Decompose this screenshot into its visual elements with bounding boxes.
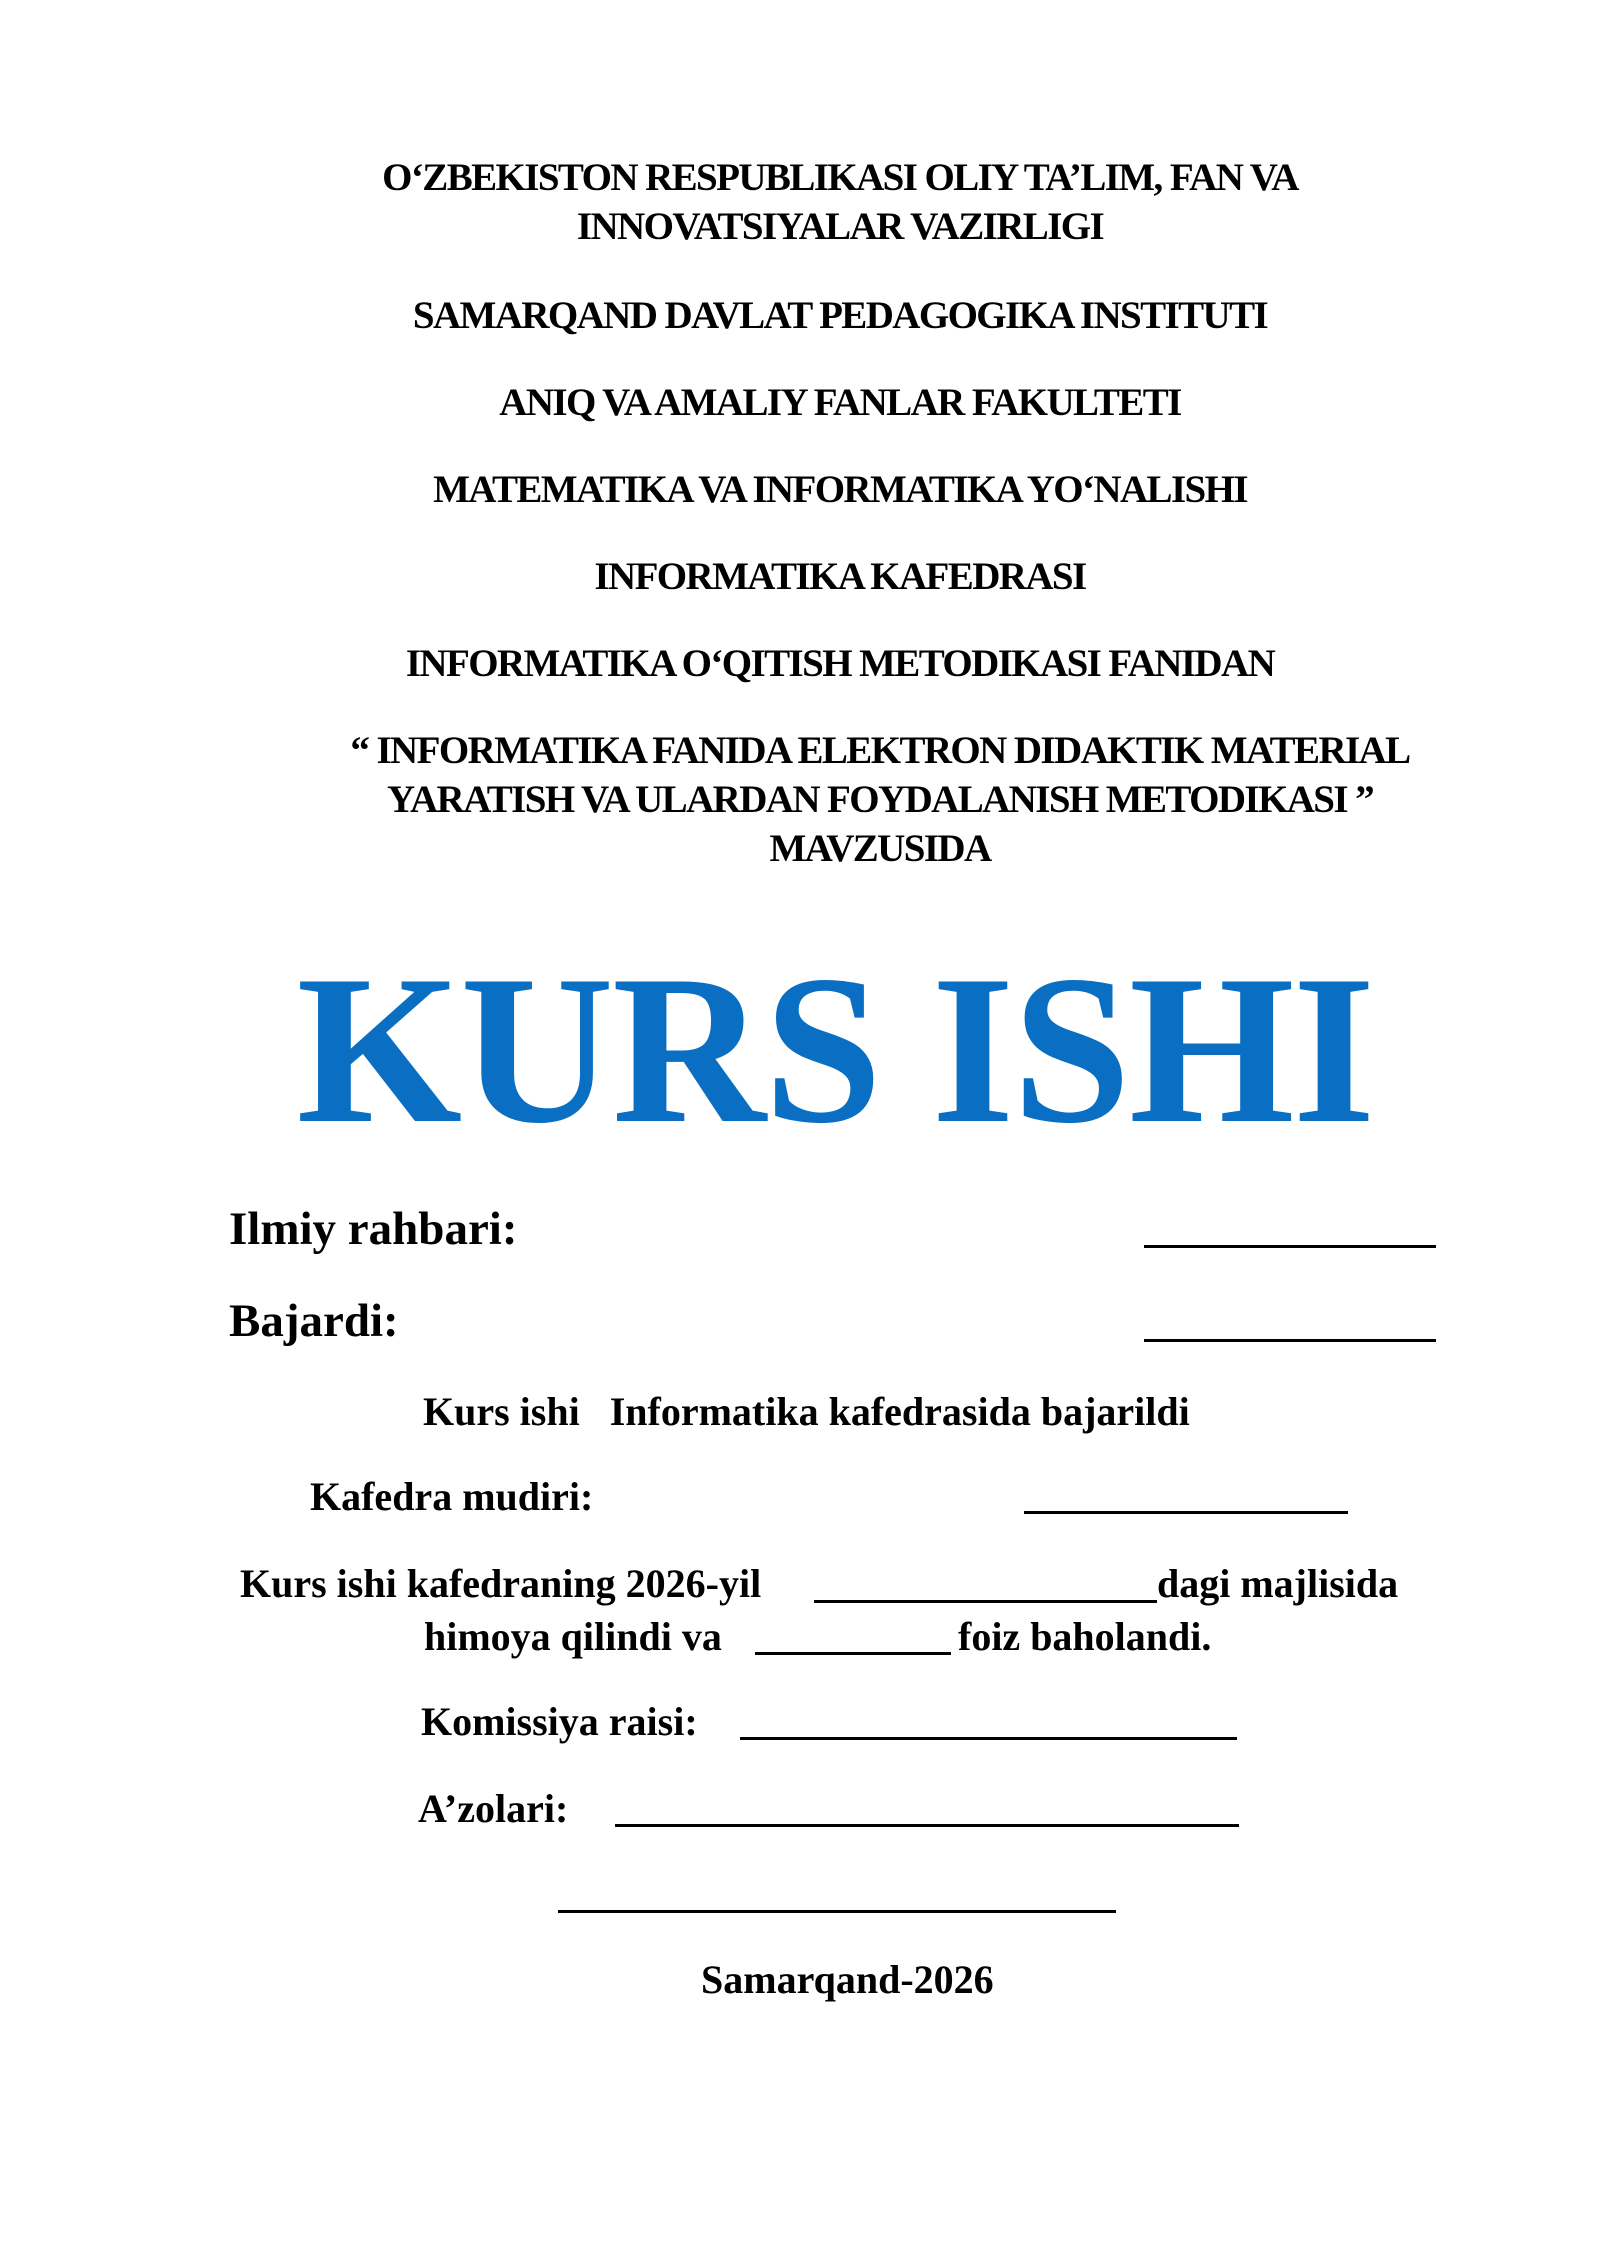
faculty-heading: ANIQ VA AMALIY FANLAR FAKULTETI [499, 381, 1181, 424]
head-signature-line [1024, 1511, 1348, 1514]
completed-text: Kurs ishi Informatika kafedrasida bajarildi [423, 1389, 1190, 1434]
head-of-department-label: Kafedra mudiri: [310, 1474, 594, 1519]
document-title: KURS ISHI [296, 932, 1374, 1168]
commission-chair-line [740, 1737, 1237, 1740]
supervisor-signature-line [1144, 1245, 1436, 1248]
defense-date-line [814, 1600, 1157, 1603]
performer-signature-line [1144, 1339, 1436, 1342]
members-label: A’zolari: [418, 1786, 569, 1831]
institute-heading: SAMARQAND DAVLAT PEDAGOGIKA INSTITUTI [412, 294, 1268, 337]
commission-chair-label: Komissiya raisi: [421, 1699, 698, 1744]
grade-percent-line [755, 1652, 951, 1655]
topic-line-2: YARATISH VA ULARDAN FOYDALANISH METODIKASI ” [386, 778, 1374, 821]
members-line-2 [558, 1910, 1116, 1913]
direction-heading: MATEMATIKA VA INFORMATIKA YO‘NALISHI [433, 468, 1247, 511]
defense-text-1b: dagi majlisida [1157, 1561, 1399, 1606]
topic-heading [200, 726, 1560, 873]
performer-label: Bajardi: [229, 1295, 399, 1347]
defense-text-1a: Kurs ishi kafedraning 2026-yil [240, 1561, 762, 1606]
subject-heading: INFORMATIKA O‘QITISH METODIKASI FANIDAN [405, 642, 1275, 685]
ministry-line-1: O‘ZBEKISTON RESPUBLIKASI OLIY TA’LIM, FAN VA [382, 156, 1298, 199]
supervisor-label: Ilmiy rahbari: [229, 1203, 518, 1255]
department-heading: INFORMATIKA KAFEDRASI [594, 555, 1086, 598]
members-line-1 [615, 1824, 1239, 1827]
city-year: Samarqand-2026 [701, 1957, 994, 2002]
defense-text-2b: foiz baholandi. [958, 1614, 1212, 1659]
defense-text-2a: himoya qilindi va [424, 1614, 722, 1659]
ministry-line-2: INNOVATSIYALAR VAZIRLIGI [576, 205, 1104, 248]
topic-line-3: MAVZUSIDA [769, 827, 991, 870]
ministry-heading [160, 153, 1520, 251]
topic-line-1: “ INFORMATIKA FANIDA ELEKTRON DIDAKTIK MATERIAL [350, 729, 1410, 772]
